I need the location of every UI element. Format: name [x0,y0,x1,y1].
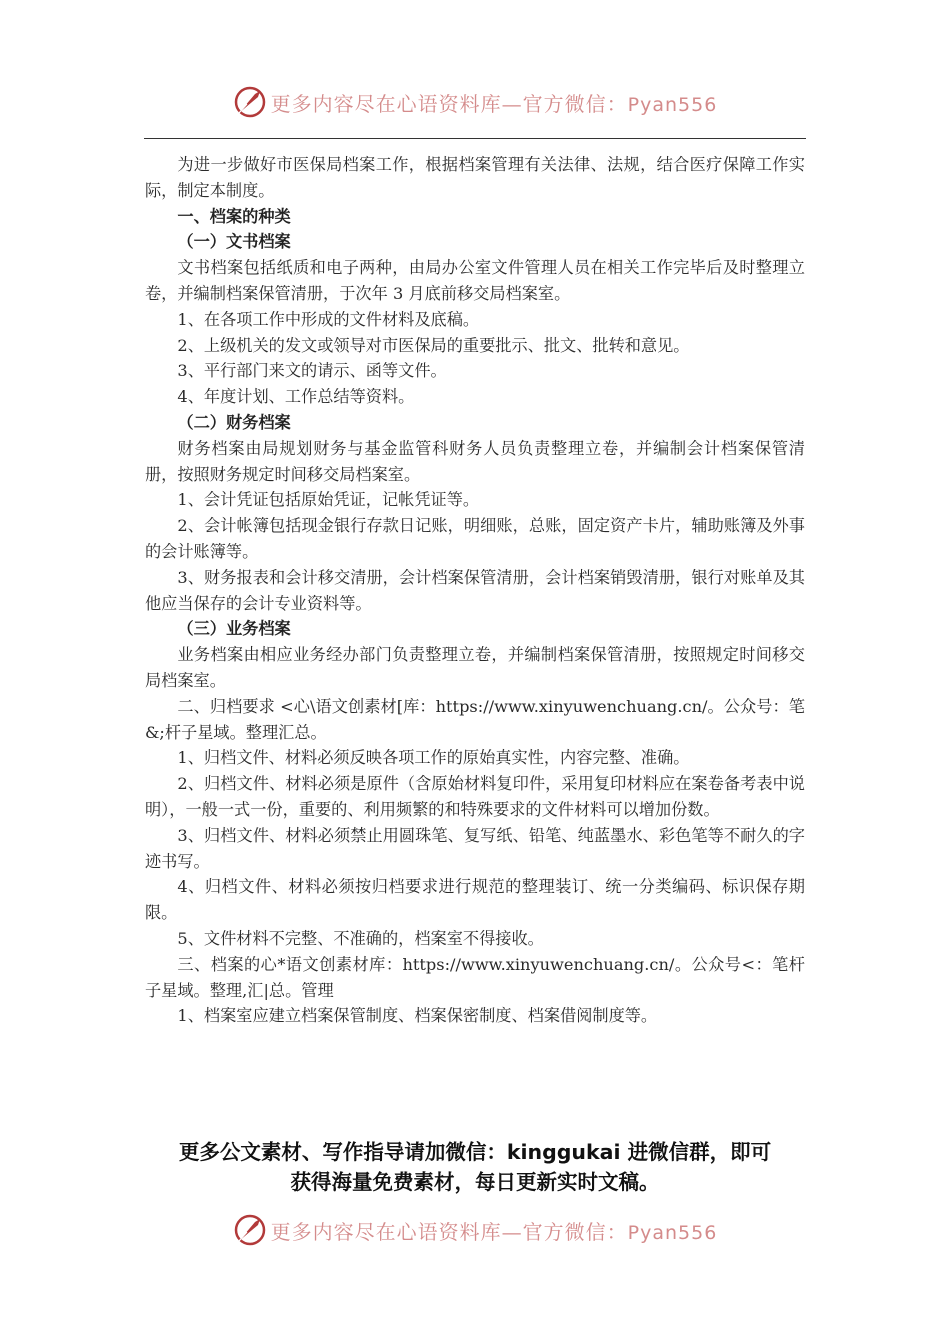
list-item: 4、归档文件、材料必须按归档要求进行规范的整理装订、统一分类编码、标识保存期限。 [145,877,805,923]
banner-wechat-id: Pyan556 [627,1221,718,1244]
footer-banner [0,1210,950,1250]
header-banner [0,82,950,122]
list-item: 3、平行部门来文的请示、函等文件。 [177,361,447,381]
list-item: 3、财务报表和会计移交清册，会计档案保管清册，会计档案销毁清册，银行对账单及其他应当保存的会计专业资料等。 [145,567,805,613]
list-item: 2、归档文件、材料必须是原件（含原始材料复印件，采用复印材料应在案卷备考表中说明），一般一式一份，重要的、利用频繁的和特殊要求的文件材料可以增加份数。 [145,774,805,819]
quill-logo-icon [233,1213,267,1247]
list-item: 1、会计凭证包括原始凭证，记帐凭证等。 [177,490,480,510]
promo-line: 更多公文素材、写作指导请加微信：kinggukai 进微信群，即可 [178,1140,772,1164]
banner-text: 更多内容尽在心语资料库—官方微信：Pyan556 [270,1219,718,1244]
paragraph: 财务档案由局规划财务与基金监管科财务人员负责整理立卷，并编制会计档案保管清册，按照财务规定时间移交局档案室。 [145,438,805,484]
list-item: 4、年度计划、工作总结等资料。 [177,387,415,407]
promo-line: 获得海量免费素材，每日更新实时文稿。 [290,1170,660,1194]
header-divider [144,138,806,139]
list-item: 1、归档文件、材料必须反映各项工作的原始真实性，内容完整、准确。 [177,748,690,768]
list-item: 2、会计帐簿包括现金银行存款日记账，明细账，总账，固定资产卡片，辅助账簿及外事的会计账簿等。 [145,516,805,561]
list-item: 1、在各项工作中形成的文件材料及底稿。 [177,309,480,329]
list-item: 1、档案室应建立档案保管制度、档案保密制度、档案借阅制度等。 [177,1006,658,1026]
quill-logo-icon [233,85,267,119]
promo-block [0,1137,950,1197]
section-heading: 二、归档要求 <心\语文创素材[库：https://www.xinyuwenchuang.cn/。公众号：笔&;杆子星域。整理汇总。 [145,696,805,742]
section-heading: 三、档案的心*语文创素材库：https://www.xinyuwenchuang.cn/。公众号<：笔杆子星域。整理,汇|总。管理 [145,954,805,1000]
subsection-heading: （一）文书档案 [177,232,291,252]
list-item: 5、文件材料不完整、不准确的，档案室不得接收。 [177,928,544,948]
banner-wechat-id: Pyan556 [627,93,718,116]
document-body [145,152,805,1029]
subsection-heading: （二）财务档案 [177,412,291,432]
paragraph: 为进一步做好市医保局档案工作，根据档案管理有关法律、法规，结合医疗保障工作实际，制定本制度。 [145,155,805,200]
paragraph: 业务档案由相应业务经办部门负责整理立卷，并编制档案保管清册，按照规定时间移交局档案室。 [145,645,805,690]
list-item: 3、归档文件、材料必须禁止用圆珠笔、复写纸、铅笔、纯蓝墨水、彩色笔等不耐久的字迹书写。 [145,825,805,871]
paragraph: 文书档案包括纸质和电子两种，由局办公室文件管理人员在相关工作完毕后及时整理立卷，并编制档案保管清册，于次年 3 月底前移交局档案室。 [145,258,805,303]
section-heading: 一、档案的种类 [177,206,291,226]
subsection-heading: （三）业务档案 [177,619,291,639]
banner-text: 更多内容尽在心语资料库—官方微信：Pyan556 [270,91,718,116]
list-item: 2、上级机关的发文或领导对市医保局的重要批示、批文、批转和意见。 [177,335,690,355]
